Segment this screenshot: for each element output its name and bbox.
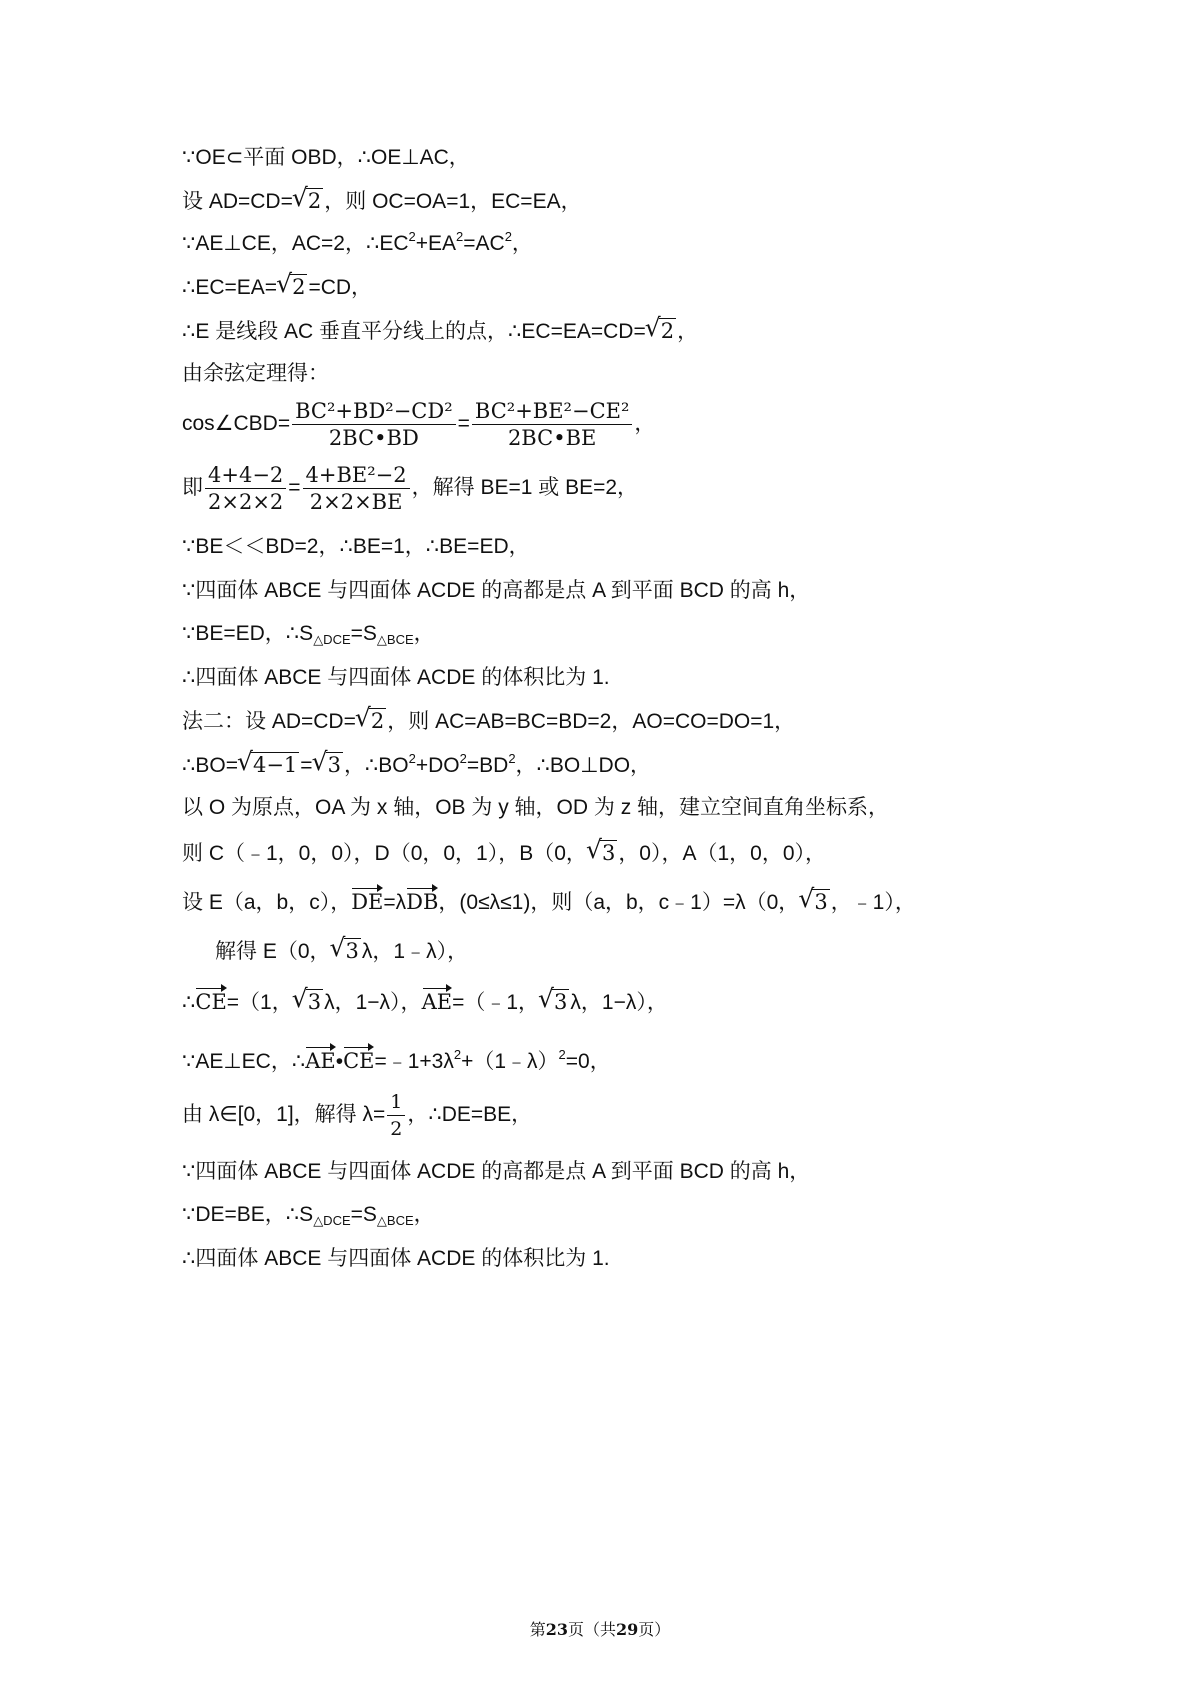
text: ，﹣1）， — [830, 891, 916, 914]
text: ∵四面体 ABCE 与四面体 ACDE 的高都是点 A 到平面 BCD 的高 h， — [182, 579, 811, 602]
text: ，∴BO⊥DO， — [515, 754, 652, 777]
proof-line-3 — [182, 229, 533, 259]
text: 即 — [182, 476, 203, 500]
radicand: 3 — [554, 990, 568, 1014]
numerator: 4+4−2 — [205, 462, 286, 489]
radicand: 2 — [307, 189, 322, 213]
sqrt-expression — [331, 936, 361, 967]
radicand: 3 — [327, 753, 341, 777]
text: ∴四面体 ABCE 与四面体 ACDE 的体积比为 1. — [182, 1247, 610, 1270]
text: 则 C（﹣1，0，0），D（0，0，1），B（0， — [182, 842, 587, 865]
radicand: 3 — [345, 939, 359, 963]
denominator: 2 — [390, 1118, 403, 1140]
vector-db: DB — [406, 887, 438, 917]
text: +EA — [415, 232, 457, 255]
exponent: 2 — [408, 229, 416, 244]
subscript: △DCE — [313, 1213, 351, 1228]
proof-line-1 — [182, 143, 470, 173]
exponent: 2 — [558, 1047, 566, 1062]
equals-sign: = — [288, 476, 301, 500]
dot-operator: • — [335, 1050, 344, 1073]
text: 由余弦定理得： — [182, 362, 329, 385]
footer-text: 第 — [529, 1620, 546, 1639]
text: =CD， — [308, 276, 373, 299]
radicand: 4−1 — [252, 753, 298, 777]
proof-line-2 — [182, 186, 582, 217]
text: ，(0≤λ≤1)，则（a，b，c﹣1）=λ（0， — [438, 891, 800, 914]
text: =BD — [466, 754, 509, 777]
text: ，∴BO — [343, 754, 409, 777]
subscript: △BCE — [376, 1213, 414, 1228]
text: ，则 AC=AB=BC=BD=2，AO=CO=DO=1， — [387, 710, 796, 733]
text: =0， — [565, 1050, 611, 1073]
text: ， — [511, 232, 533, 255]
text: ， — [413, 1203, 435, 1226]
footer-text: 页） — [638, 1620, 671, 1639]
vector-ae: AE — [422, 987, 453, 1017]
text: =λ — [383, 891, 407, 914]
proof-line-4 — [182, 272, 372, 303]
text: =S — [350, 622, 377, 645]
subscript: △DCE — [313, 632, 351, 647]
proof-line-18 — [215, 936, 468, 967]
sqrt-expression — [799, 887, 829, 918]
text: ， — [634, 412, 656, 436]
radicand: 2 — [292, 275, 306, 299]
fraction — [387, 1089, 405, 1142]
text: 解得 E（0， — [215, 940, 331, 963]
text: ，∴DE=BE， — [407, 1103, 533, 1127]
radicand: 2 — [660, 319, 675, 343]
fraction — [205, 462, 286, 515]
text: 法二：设 AD=CD= — [182, 710, 356, 733]
sqrt-expression — [539, 987, 569, 1018]
fraction — [292, 398, 456, 451]
numerator: 1 — [387, 1089, 405, 1116]
proof-line-5 — [182, 316, 698, 347]
text: +DO — [415, 754, 460, 777]
numerator: BC²+BE²−CE² — [472, 398, 633, 425]
vector-ce: CE — [343, 1046, 374, 1076]
equals-sign: = — [457, 412, 470, 436]
text: cos∠CBD= — [182, 412, 291, 436]
proof-line-12 — [182, 663, 610, 693]
text: ∴四面体 ABCE 与四面体 ACDE 的体积比为 1. — [182, 666, 610, 689]
text: 由 λ∈[0，1]，解得 λ= — [182, 1103, 386, 1127]
denominator: 2BC•BD — [328, 426, 419, 450]
sqrt-expression — [313, 750, 343, 781]
vector-de: DE — [351, 887, 383, 917]
sqrt-expression — [238, 750, 299, 781]
text: ∴E 是线段 AC 垂直平分线上的点，∴EC=EA=CD= — [182, 320, 646, 343]
page-number: 23 — [545, 1620, 568, 1639]
proof-line-10 — [182, 576, 810, 606]
sqrt-expression — [356, 706, 386, 737]
proof-line-19 — [182, 987, 668, 1018]
text: 设 E（a，b，c）， — [182, 891, 352, 914]
text: =﹣1+3λ — [374, 1050, 454, 1073]
radicand: 3 — [601, 841, 616, 865]
text: =（1， — [226, 991, 293, 1014]
radicand: 2 — [370, 709, 385, 733]
text: ，则 OC=OA=1，EC=EA， — [324, 190, 582, 213]
sqrt-expression — [646, 316, 676, 347]
proof-line-16 — [182, 838, 826, 869]
text: ，解得 BE=1 或 BE=2， — [411, 476, 639, 500]
proof-line-15 — [182, 793, 889, 823]
text: λ，1−λ）， — [324, 991, 422, 1014]
proof-line-23 — [182, 1200, 435, 1230]
text: ∵四面体 ABCE 与四面体 ACDE 的高都是点 A 到平面 BCD 的高 h， — [182, 1160, 811, 1183]
text: ∴BO= — [182, 754, 238, 777]
text: ∵OE⊂平面 OBD，∴OE⊥AC， — [182, 146, 470, 169]
text: λ，1﹣λ）， — [361, 940, 469, 963]
proof-line-20 — [182, 1046, 611, 1077]
text: ∴EC=EA= — [182, 276, 278, 299]
proof-line-24 — [182, 1244, 610, 1274]
exponent: 2 — [456, 229, 464, 244]
text: ∵DE=BE，∴S — [182, 1203, 314, 1226]
proof-line-6 — [182, 359, 329, 389]
proof-line-21 — [182, 1089, 532, 1142]
exponent: 2 — [508, 751, 516, 766]
text: ， — [677, 320, 699, 343]
denominator: 2×2×BE — [309, 490, 403, 514]
text: ∴ — [182, 991, 196, 1014]
proof-line-13 — [182, 706, 795, 737]
proof-line-17 — [182, 887, 916, 918]
vector-ae: AE — [305, 1046, 336, 1076]
denominator: 2BC•BE — [507, 426, 597, 450]
footer-text: 页（共 — [567, 1620, 616, 1639]
text: =S — [350, 1203, 377, 1226]
proof-line-8 — [182, 462, 638, 515]
vector-ce: CE — [195, 987, 226, 1017]
numerator: BC²+BD²−CD² — [292, 398, 456, 425]
text: =AC — [463, 232, 505, 255]
exponent: 2 — [408, 751, 416, 766]
sqrt-expression — [293, 987, 323, 1018]
fraction — [303, 462, 410, 515]
exponent: 2 — [453, 1047, 462, 1062]
proof-line-22 — [182, 1157, 810, 1187]
exponent: 2 — [504, 229, 512, 244]
proof-line-11 — [182, 619, 435, 649]
text: ∵BE＜＜BD=2，∴BE=1，∴BE=ED， — [182, 535, 530, 558]
text: ， — [413, 622, 435, 645]
proof-line-9 — [182, 532, 530, 562]
text: 以 O 为原点，OA 为 x 轴，OB 为 y 轴，OD 为 z 轴，建立空间直角坐标系， — [182, 796, 890, 819]
page-total: 29 — [616, 1620, 639, 1639]
numerator: 4+BE²−2 — [303, 462, 410, 489]
text: 设 AD=CD= — [182, 190, 293, 213]
exponent: 2 — [459, 751, 467, 766]
text: +（1﹣λ） — [461, 1050, 559, 1073]
text: ∵AE⊥CE，AC=2，∴EC — [182, 232, 409, 255]
sqrt-expression — [277, 272, 307, 303]
text: =（﹣1， — [452, 991, 540, 1014]
proof-line-7-cosine-law — [182, 398, 655, 451]
subscript: △BCE — [376, 632, 414, 647]
sqrt-expression — [587, 838, 617, 869]
text: ∵AE⊥EC，∴ — [182, 1050, 306, 1073]
sqrt-expression — [293, 186, 323, 217]
text: ，0），A（1，0，0）， — [618, 842, 827, 865]
radicand: 3 — [814, 890, 828, 914]
text: λ，1−λ）， — [570, 991, 668, 1014]
page-footer — [0, 1617, 1200, 1640]
text: = — [300, 754, 313, 777]
fraction — [472, 398, 633, 451]
text: ∵BE=ED，∴S — [182, 622, 314, 645]
proof-line-14 — [182, 750, 651, 781]
radicand: 3 — [307, 990, 322, 1014]
denominator: 2×2×2 — [208, 490, 284, 514]
